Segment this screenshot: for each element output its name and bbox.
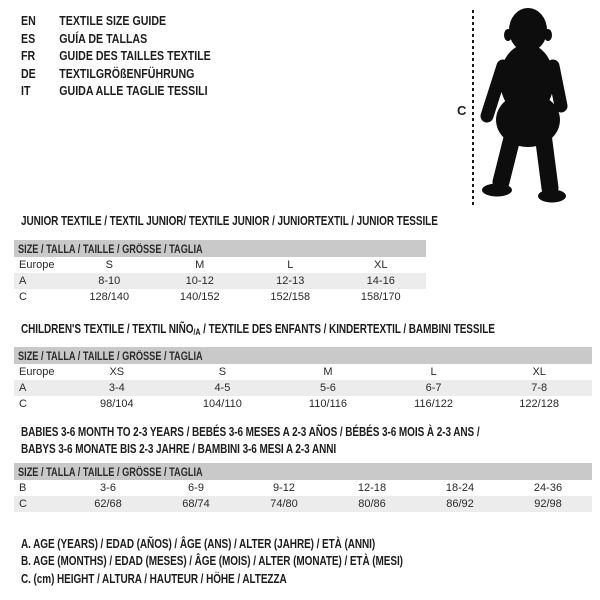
junior-size-table [14,240,426,305]
language-row [21,82,211,100]
baby-silhouette-icon [480,6,570,206]
size-cell: 9-12 [272,482,296,494]
row-label: A [19,382,27,394]
language-label: GUÍA DE TALLAS [59,31,148,46]
size-cell: 158/170 [360,291,401,303]
size-cell: 62/68 [94,498,122,510]
size-cell: 6-7 [425,382,442,394]
table-row [14,380,592,396]
size-cell: M [323,366,333,378]
measure-label-c: C [457,103,467,118]
table-row [14,496,592,512]
size-cell: M [195,259,205,271]
title-text: / TEXTILE DES ENFANTS / KINDERTEXTIL / BAMBINI TESSILE [200,322,495,336]
language-code: IT [21,84,31,99]
size-header-bar: SIZE / TALLA / TAILLE / GRÖSSE / TAGLIA [14,347,592,364]
language-label: TEXTILGRÖßENFÜHRUNG [59,66,195,81]
legend-line-a: A. AGE (YEARS) / EDAD (AÑOS) / ÂGE (ANS) / ALTER (JAHRE) / ETÀ (ANNI) [21,537,376,551]
size-cell: 4-5 [214,382,231,394]
size-cell: 7-8 [531,382,548,394]
size-cell: 10-12 [185,275,214,287]
language-code: ES [21,31,36,46]
language-code: DE [21,66,36,81]
size-cell: 3-6 [100,482,116,494]
size-cell: 24-36 [533,482,563,494]
row-label: Europe [19,366,55,378]
row-label: C [19,398,27,410]
size-cell: 116/122 [414,398,454,410]
legend-line-b: B. AGE (MONTHS) / EDAD (MESES) / ÂGE (MOIS) / ALTER (MONATE) / ETÀ (MESI) [21,554,403,569]
language-row [21,12,211,30]
table-row [14,289,426,305]
size-cell: 3-4 [108,382,125,394]
measurement-legend [21,536,498,588]
language-list [21,12,244,100]
size-cell: S [105,259,113,271]
row-label: Europe [19,259,55,271]
size-cell: 104/110 [202,398,242,410]
size-cell: 18-24 [445,482,475,494]
size-cell: 74/80 [270,498,298,510]
language-label: TEXTILE SIZE GUIDE [59,14,167,28]
size-cell: 110/116 [308,398,348,410]
size-cell: 122/128 [519,398,560,410]
row-label: B [19,482,27,494]
size-cell: 68/74 [182,498,210,510]
legend-line-c: C. (cm) HEIGHT / ALTURA / HAUTEUR / HÖHE / ALTEZZA [21,571,287,586]
language-label: GUIDA ALLE TAGLIE TESSILI [59,84,208,99]
table-row [14,480,592,496]
size-cell: 8-10 [98,275,121,287]
junior-table-title: JUNIOR TEXTILE / TEXTIL JUNIOR/ TEXTILE JUNIOR / JUNIORTEXTIL / JUNIOR TESSILE [21,214,438,228]
size-cell: 140/152 [179,291,220,303]
size-cell: XL [532,366,546,378]
size-cell: 12-13 [276,275,305,287]
language-label: GUIDE DES TAILLES TEXTILE [59,49,211,64]
size-cell: 14-16 [366,275,395,287]
table-row [14,396,592,412]
size-header-bar: SIZE / TALLA / TAILLE / GRÖSSE / TAGLIA [14,463,592,480]
size-cell: 80/86 [358,498,386,510]
size-cell: 128/140 [89,291,130,303]
children-size-table [14,347,592,412]
row-label: C [19,291,27,303]
size-cell: 92/98 [534,498,562,510]
size-cell: 5-6 [320,382,336,394]
language-row [21,30,211,48]
language-code: FR [21,49,36,64]
title-line: BABYS 3-6 MONATE BIS 2-3 JAHRE / BAMBINI 3-6 MESI A 2-3 ANNI [21,441,337,456]
table-row [14,257,426,273]
babies-table-title [21,424,480,457]
size-cell: 6-9 [188,482,204,494]
size-cell: 12-18 [357,482,387,494]
size-cell: S [218,366,227,378]
table-row [14,273,426,289]
row-label: C [19,498,27,510]
babies-size-table [14,463,592,512]
children-table-title [21,322,495,337]
size-cell: L [287,259,294,271]
language-code: EN [21,14,36,28]
size-cell: L [430,366,437,378]
size-cell: XS [109,366,125,378]
table-row [14,364,592,380]
size-cell: XL [374,259,388,271]
title-subscript: /A [193,327,201,337]
language-row [21,47,211,65]
language-row [21,65,211,83]
size-cell: 86/92 [446,498,474,510]
title-text: CHILDREN'S TEXTILE / TEXTIL NIÑO [21,322,194,336]
size-cell: 152/158 [270,291,311,303]
size-header-bar: SIZE / TALLA / TAILLE / GRÖSSE / TAGLIA [14,240,426,257]
row-label: A [19,275,27,287]
height-measure-line [472,10,474,206]
title-line: BABIES 3-6 MONTH TO 2-3 YEARS / BEBÉS 3-6 MESES A 2-3 AÑOS / BÉBÉS 3-6 MOIS À 2-3 ANS / [21,425,480,439]
size-cell: 98/104 [99,398,134,410]
